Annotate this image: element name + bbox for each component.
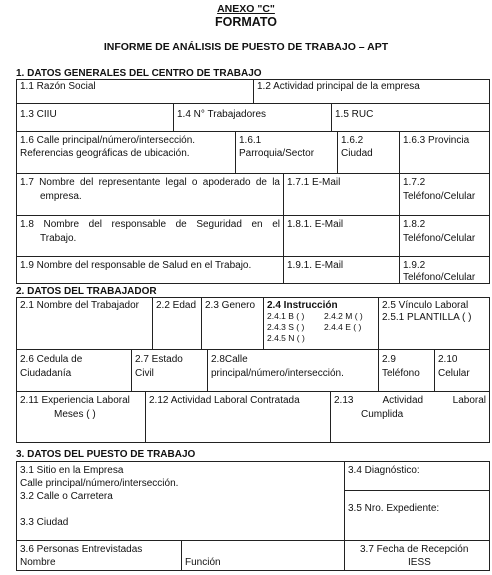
seg-tel-label: Teléfono/Celular bbox=[403, 233, 476, 244]
telefono-num: 2.9 bbox=[382, 354, 396, 365]
celular-label: Celular bbox=[438, 368, 470, 379]
ciudad-num: 1.6.2 bbox=[341, 135, 364, 146]
vinculo-label: 2.5 Vínculo Laboral bbox=[382, 300, 469, 311]
formato-heading: FORMATO bbox=[214, 15, 278, 29]
parroquia-label: Parroquia/Sector bbox=[239, 148, 315, 159]
calle-label: 1.6 Calle principal/número/intersección. bbox=[20, 135, 196, 146]
planilla-option[interactable]: 2.5.1 PLANTILLA ( ) bbox=[382, 312, 472, 323]
ciudad-label-s3: 3.3 Ciudad bbox=[20, 517, 69, 528]
section1-title: 1. DATOS GENERALES DEL CENTRO DE TRABAJO bbox=[16, 68, 262, 79]
provincia-label: 1.6.3 Provincia bbox=[403, 135, 470, 146]
rep-email-label: 1.7.1 E-Mail bbox=[287, 177, 341, 188]
instruccion-e[interactable]: 2.4.4 E ( ) bbox=[324, 322, 362, 332]
representante-label-2: empresa. bbox=[40, 191, 82, 202]
ciudadania-label: Ciudadanía bbox=[20, 368, 72, 379]
seguridad-label-2: Trabajo. bbox=[40, 233, 77, 244]
instruccion-b[interactable]: 2.4.1 B ( ) bbox=[267, 311, 305, 321]
cell-expediente[interactable] bbox=[344, 490, 490, 541]
seg-tel-num: 1.8.2 bbox=[403, 219, 426, 230]
anexo-heading: ANEXO "C" bbox=[217, 3, 275, 15]
cedula-label: 2.6 Cedula de bbox=[20, 354, 83, 365]
celular-num: 2.10 bbox=[438, 354, 458, 365]
instruccion-s[interactable]: 2.4.3 S ( ) bbox=[267, 322, 305, 332]
sitio-sublabel: Calle principal/número/intersección. bbox=[20, 478, 179, 489]
calle-carretera-label: 3.2 Calle o Carretera bbox=[20, 491, 113, 502]
parroquia-num: 1.6.1 bbox=[239, 135, 262, 146]
seg-email-label: 1.8.1. E-Mail bbox=[287, 219, 344, 230]
sal-email-label: 1.9.1. E-Mail bbox=[287, 260, 344, 271]
rep-tel-label: Teléfono/Celular bbox=[403, 191, 476, 202]
instruccion-m[interactable]: 2.4.2 M ( ) bbox=[324, 311, 363, 321]
diagnostico-label: 3.4 Diagnóstico: bbox=[348, 465, 420, 476]
instruccion-n[interactable]: 2.4.5 N ( ) bbox=[267, 333, 305, 343]
estado-label: 2.7 Estado bbox=[135, 354, 183, 365]
meses-field[interactable]: Meses ( ) bbox=[54, 409, 96, 420]
representante-label: 1.7 Nombre del representante legal o apoderado de la bbox=[20, 177, 280, 188]
iess-label: IESS bbox=[408, 557, 431, 568]
actividad-label: 1.2 Actividad principal de la empresa bbox=[257, 81, 420, 92]
sal-tel-label: Teléfono/Celular bbox=[403, 272, 476, 283]
rep-tel-num: 1.7.2 bbox=[403, 177, 426, 188]
calle-trabajador-label: 2.8Calle bbox=[211, 354, 248, 365]
salud-label: 1.9 Nombre del responsable de Salud en el Trabajo. bbox=[20, 260, 252, 271]
nombre-label: Nombre bbox=[20, 557, 56, 568]
ciudad-label: Ciudad bbox=[341, 148, 373, 159]
seguridad-label: 1.8 Nombre del responsable de Seguridad en el bbox=[20, 219, 280, 230]
ruc-label: 1.5 RUC bbox=[335, 109, 374, 120]
trabajadores-label: 1.4 N° Trabajadores bbox=[177, 109, 267, 120]
telefono-label: Teléfono bbox=[382, 368, 420, 379]
experiencia-label: 2.11 Experiencia Laboral bbox=[20, 395, 130, 406]
funcion-label: Función bbox=[185, 557, 221, 568]
section2-title: 2. DATOS DEL TRABAJADOR bbox=[16, 286, 157, 297]
actividad-cumplida-label: 2.13 Actividad Laboral bbox=[334, 395, 486, 406]
personas-label: 3.6 Personas Entrevistadas bbox=[20, 544, 143, 555]
razon-social-label: 1.1 Razón Social bbox=[20, 81, 96, 92]
fecha-recepcion-label: 3.7 Fecha de Recepción bbox=[360, 544, 469, 555]
ciiu-label: 1.3 CIIU bbox=[20, 109, 57, 120]
genero-label: 2.3 Genero bbox=[205, 300, 256, 311]
referencias-label: Referencias geográficas de ubicación. bbox=[20, 148, 190, 159]
civil-label: Civil bbox=[135, 368, 154, 379]
sitio-label: 3.1 Sitio en la Empresa bbox=[20, 465, 124, 476]
instruccion-label: 2.4 Instrucción bbox=[267, 300, 338, 311]
edad-label: 2.2 Edad bbox=[156, 300, 197, 311]
actividad-contratada-label: 2.12 Actividad Laboral Contratada bbox=[149, 395, 300, 406]
calle-trabajador-label-2: principal/número/intersección. bbox=[211, 368, 344, 379]
sal-tel-num: 1.9.2 bbox=[403, 260, 426, 271]
report-title: INFORME DE ANÁLISIS DE PUESTO DE TRABAJO – APT bbox=[103, 41, 389, 53]
nombre-trabajador-label: 2.1 Nombre del Trabajador bbox=[20, 300, 139, 311]
actividad-cumplida-label-2: Cumplida bbox=[361, 409, 404, 420]
section3-title: 3. DATOS DEL PUESTO DE TRABAJO bbox=[16, 449, 196, 460]
expediente-label: 3.5 Nro. Expediente: bbox=[348, 503, 440, 514]
